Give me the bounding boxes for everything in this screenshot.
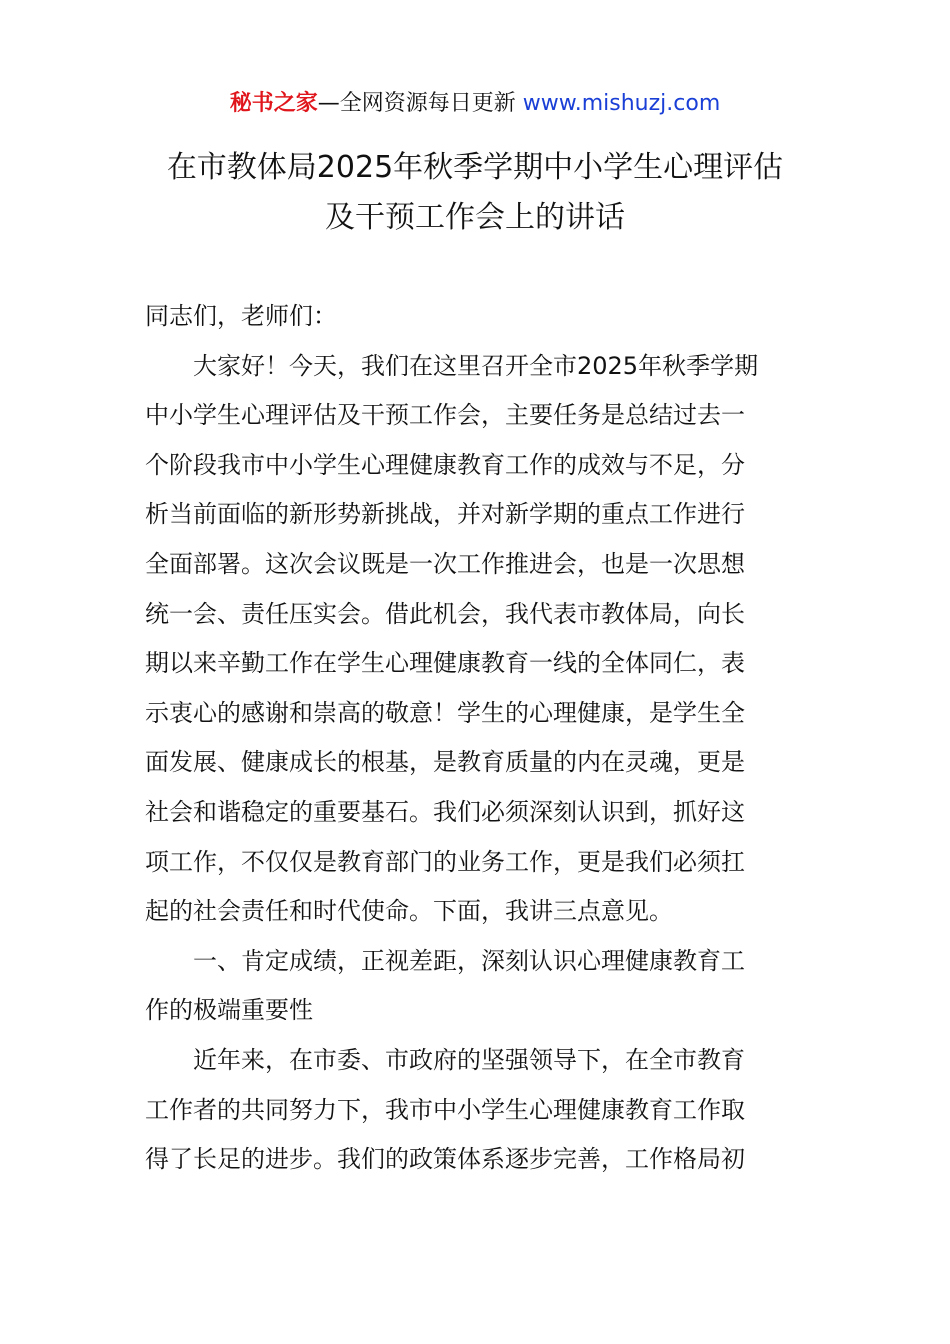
body-line: 工作者的共同努力下，我市中小学生心理健康教育工作取 (145, 1095, 745, 1124)
body-line: 统一会、责任压实会。借此机会，我代表市教体局，向长 (145, 599, 745, 628)
body-line: 析当前面临的新形势新挑战，并对新学期的重点工作进行 (145, 500, 745, 529)
body-line: 近年来，在市委、市政府的坚强领导下，在全市教育 (193, 1045, 745, 1074)
body-line: 示衷心的感谢和崇高的敬意！学生的心理健康，是学生全 (145, 698, 745, 727)
body-line: 社会和谐稳定的重要基石。我们必须深刻认识到，抓好这 (145, 797, 745, 826)
section-heading-line: 作的极端重要性 (145, 996, 313, 1025)
body-line: 全面部署。这次会议既是一次工作推进会，也是一次思想 (145, 549, 745, 578)
brand-name: 秘书之家 (229, 91, 318, 116)
body-line: 大家好！今天，我们在这里召开全市2025年秋季学期 (193, 351, 759, 380)
header-tagline: —全网资源每日更新 (317, 91, 516, 116)
salutation: 同志们，老师们： (145, 302, 337, 330)
title-line: 在市教体局2025年秋季学期中小学生心理评估 (166, 150, 784, 185)
body-line: 面发展、健康成长的根基，是教育质量的内在灵魂，更是 (145, 748, 745, 777)
document-title (100, 143, 850, 243)
body-line: 项工作，不仅仅是教育部门的业务工作，更是我们必须扛 (145, 847, 745, 876)
body-line: 期以来辛勤工作在学生心理健康教育一线的全体同仁，表 (145, 649, 745, 678)
body-line: 个阶段我市中小学生心理健康教育工作的成效与不足，分 (145, 450, 745, 479)
site-header (0, 88, 950, 120)
title-line: 及干预工作会上的讲话 (325, 200, 625, 235)
body-line: 起的社会责任和时代使命。下面，我讲三点意见。 (145, 897, 673, 926)
section-heading-line: 一、肯定成绩，正视差距，深刻认识心理健康教育工 (193, 946, 745, 975)
body-line: 中小学生心理评估及干预工作会，主要任务是总结过去一 (145, 401, 745, 430)
site-url-link[interactable]: www.mishuzj.com (522, 91, 721, 116)
document-body (145, 292, 810, 1185)
body-line: 得了长足的进步。我们的政策体系逐步完善，工作格局初 (145, 1145, 745, 1174)
